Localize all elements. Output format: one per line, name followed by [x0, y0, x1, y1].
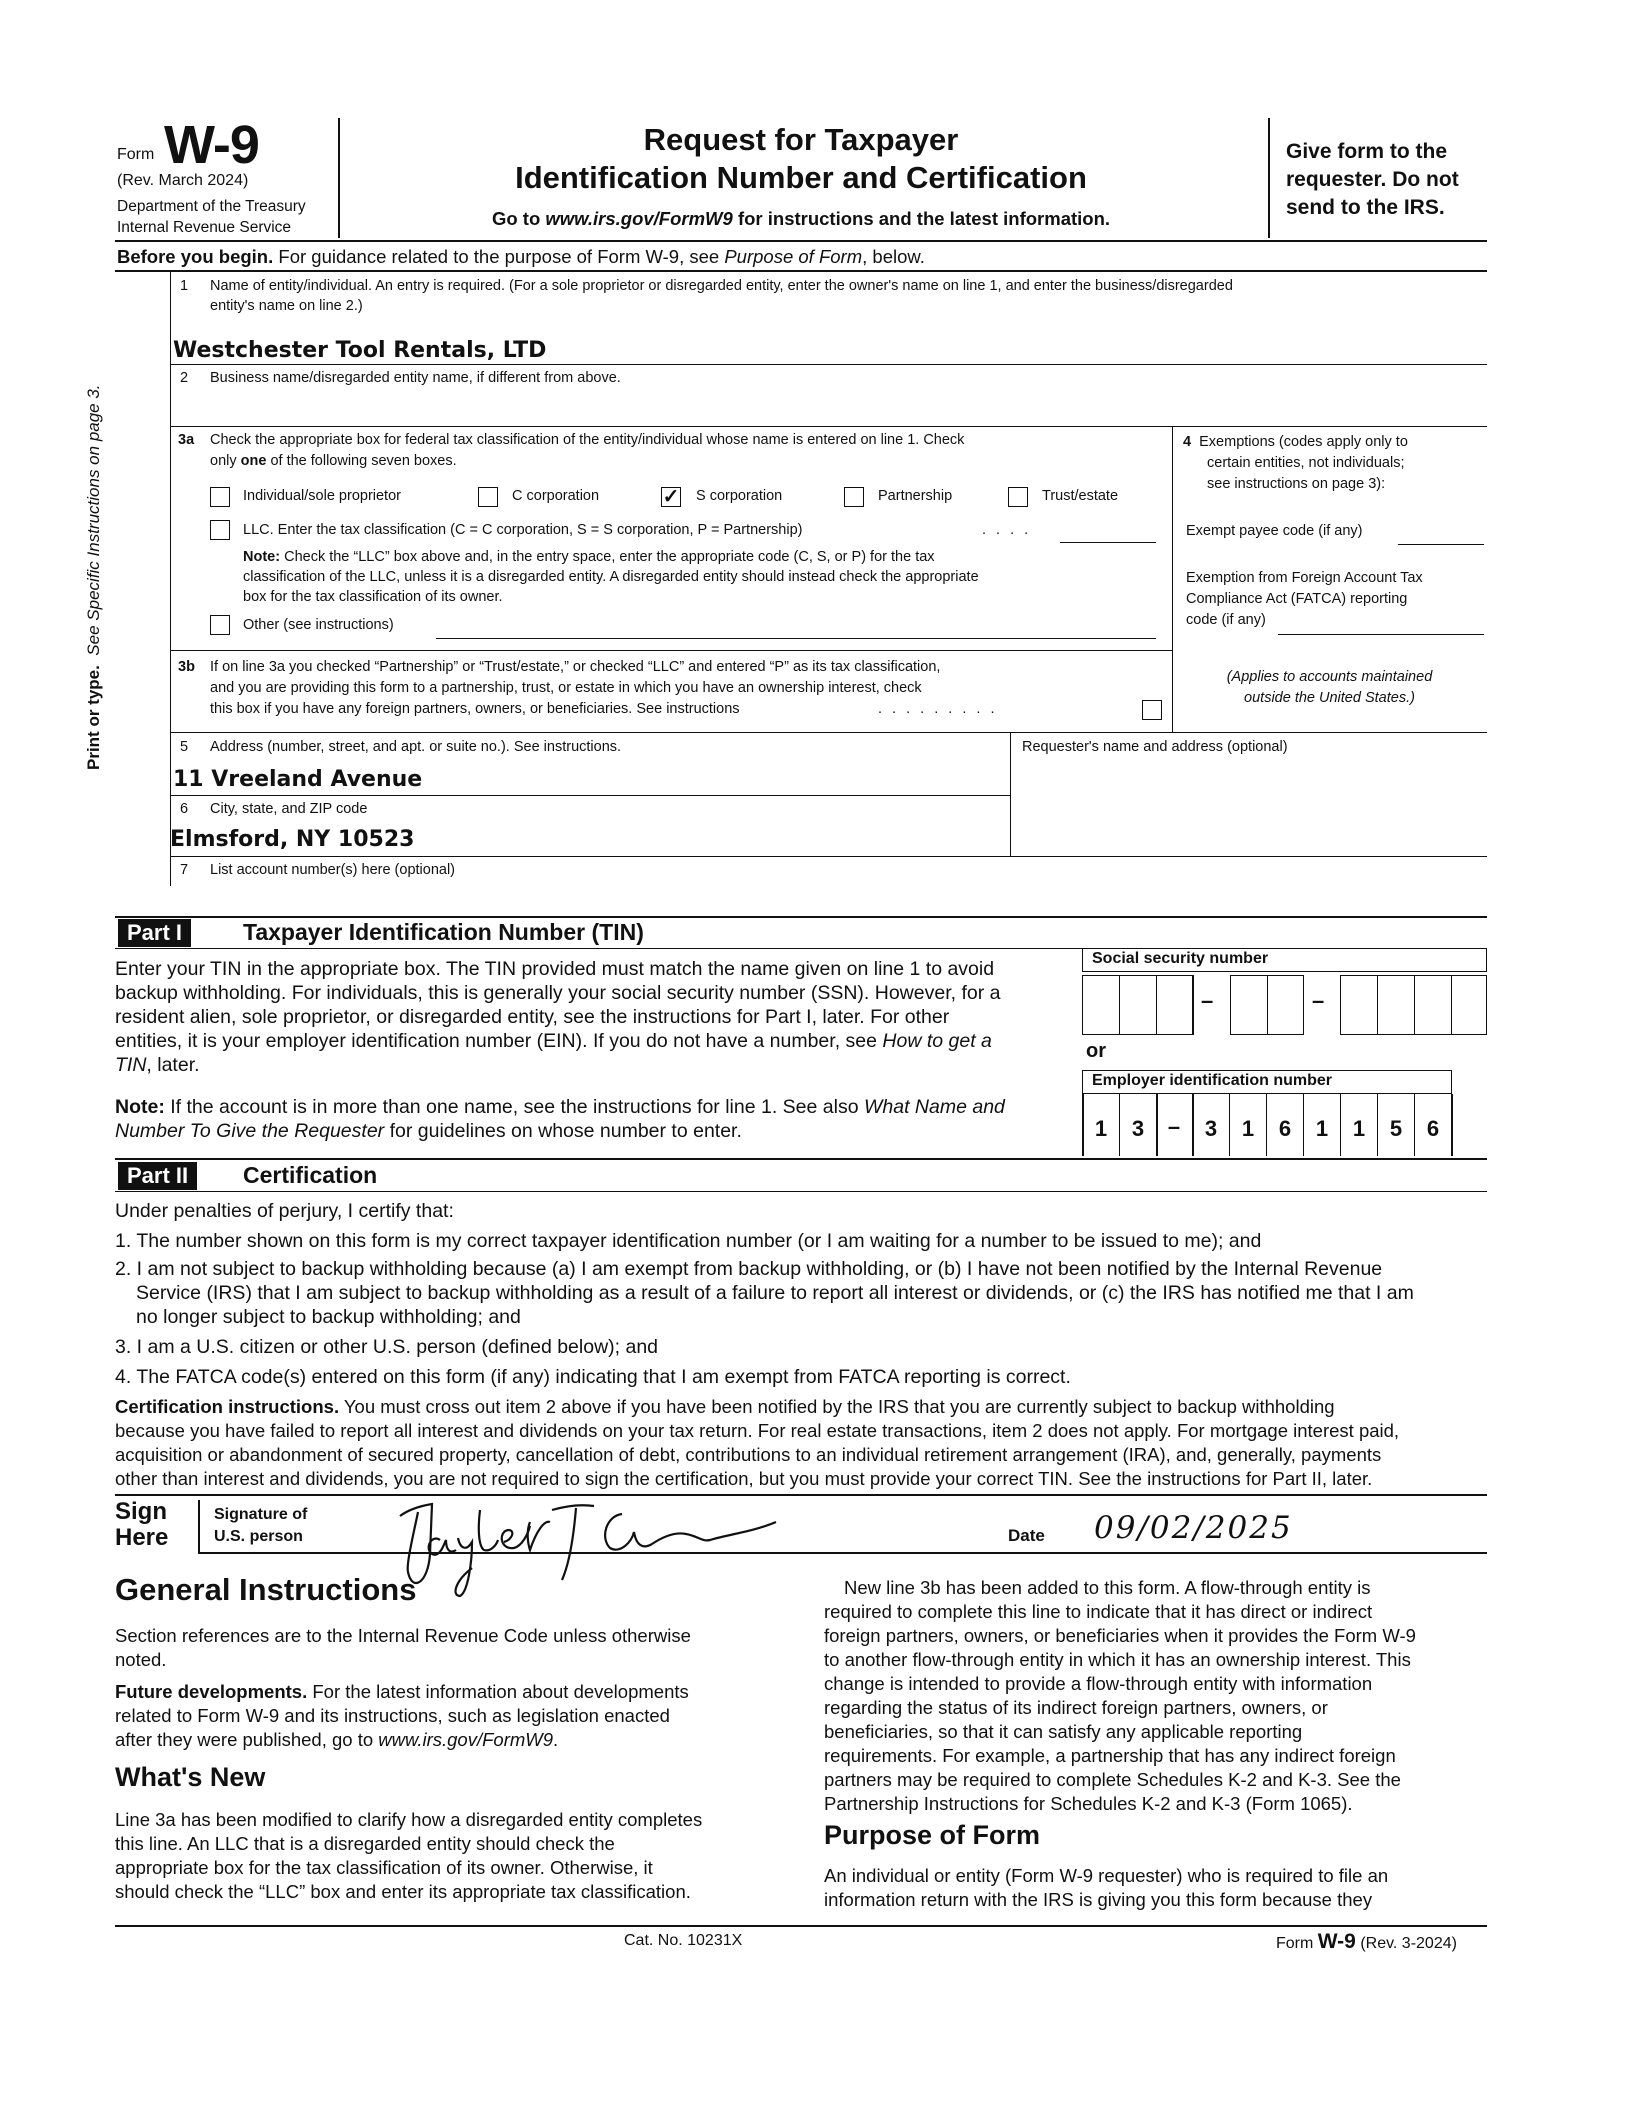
- line-3b-info-4: to another flow-through entity in which it has an ownership interest. This: [824, 1649, 1411, 1670]
- cert-item-3: 3. I am a U.S. citizen or other U.S. person (defined below); and: [115, 1336, 659, 1358]
- date-label: Date: [1008, 1526, 1045, 1545]
- checkbox-partnership[interactable]: [844, 487, 864, 507]
- tin-note-2: Number To Give the Requester for guidelines on whose number to enter.: [115, 1120, 742, 1142]
- ein-digit-5[interactable]: 6: [1278, 1116, 1292, 1141]
- fatca-label-1: Exemption from Foreign Account Tax: [1186, 570, 1423, 586]
- cert-item-2a: 2. I am not subject to backup withholding because (a) I am exempt from backup withholding, or (b) I have not been notified by the Internal Revenue: [115, 1258, 1383, 1280]
- cert-intro: Under penalties of perjury, I certify that:: [115, 1200, 454, 1222]
- checkbox-other[interactable]: [210, 615, 230, 635]
- signature-label-1: Signature of: [214, 1506, 308, 1523]
- part-1-title: Taxpayer Identification Number (TIN): [243, 919, 644, 945]
- line-3a-label-cont: only one of the following seven boxes.: [210, 453, 457, 469]
- agency: Internal Revenue Service: [117, 219, 292, 236]
- whats-new-heading: What's New: [115, 1762, 266, 1792]
- ein-digit-2[interactable]: 3: [1131, 1116, 1145, 1141]
- ssn-part-1[interactable]: [1082, 975, 1192, 1035]
- footer-form: Form W-9 (Rev. 3-2024): [1276, 1930, 1457, 1953]
- requester-label: Requester's name and address (optional): [1022, 739, 1288, 755]
- tin-text-2: backup withholding. For individuals, this is generally your social security number (SSN). However, for a: [115, 982, 1001, 1004]
- line-3b-info-3: foreign partners, owners, or beneficiaries when it provides the Form W-9: [824, 1625, 1416, 1646]
- exemptions-l3: see instructions on page 3):: [1207, 476, 1386, 492]
- llc-label: LLC. Enter the tax classification (C = C corporation, S = S corporation, P = Partnership): [243, 522, 803, 538]
- address-field[interactable]: 11 Vreeland Avenue: [173, 767, 423, 792]
- line-3b-dots: . . . . . . . . .: [878, 701, 998, 717]
- cert-item-4: 4. The FATCA code(s) entered on this form (if any) indicating that I am exempt from FATCA reporting is correct.: [115, 1366, 1071, 1388]
- ein-digit-3[interactable]: 3: [1204, 1116, 1218, 1141]
- cert-instructions-4: other than interest and dividends, you are not required to sign the certification, but you must provide your correct TIN. See the instructions for Part II, later.: [115, 1468, 1373, 1489]
- line-3b-info-6: regarding the status of its indirect foreign partners, owners, or: [824, 1697, 1328, 1718]
- part-2-label: Part II: [118, 1162, 197, 1190]
- cert-instructions-1: Certification instructions. You must cross out item 2 above if you have been notified by the IRS that you are currently subject to backup withholding: [115, 1396, 1335, 1417]
- line-2-label: Business name/disregarded entity name, if different from above.: [210, 370, 621, 386]
- ein-digit-7[interactable]: 1: [1352, 1116, 1366, 1141]
- entity-name-field[interactable]: Westchester Tool Rentals, LTD: [173, 338, 547, 363]
- exempt-payee-field[interactable]: [1398, 522, 1484, 545]
- title-line-1: Request for Taxpayer: [643, 122, 959, 157]
- llc-dots: . . . .: [982, 522, 1032, 538]
- requester-field[interactable]: [1016, 762, 1482, 852]
- exempt-payee-label: Exempt payee code (if any): [1186, 523, 1363, 539]
- cert-item-2c: no longer subject to backup withholding; and: [136, 1306, 521, 1328]
- signature-label-2: U.S. person: [214, 1528, 303, 1545]
- fatca-note-2: outside the United States.): [1244, 690, 1415, 706]
- general-instructions-heading: General Instructions: [115, 1572, 417, 1607]
- form-word: Form: [117, 146, 155, 163]
- tin-text-3: resident alien, sole proprietor, or disregarded entity, see the instructions for Part I, later. For other: [115, 1006, 950, 1028]
- checkbox-c-corporation[interactable]: [478, 487, 498, 507]
- option-trust-label: Trust/estate: [1042, 488, 1119, 504]
- department: Department of the Treasury: [117, 198, 306, 215]
- line-3b-l2: and you are providing this form to a partnership, trust, or estate in which you have an ownership interest, check: [210, 680, 922, 696]
- whats-new-1: Line 3a has been modified to clarify how a disregarded entity completes: [115, 1809, 703, 1830]
- ein-dash: –: [1167, 1114, 1181, 1139]
- give-form-3: send to the IRS.: [1286, 196, 1445, 219]
- or-label: or: [1086, 1040, 1106, 1062]
- future-dev-2: related to Form W-9 and its instructions, such as legislation enacted: [115, 1705, 670, 1726]
- checkbox-individual[interactable]: [210, 487, 230, 507]
- title-line-2: Identification Number and Certification: [515, 160, 1087, 195]
- whats-new-3: appropriate box for the tax classification of its owner. Otherwise, it: [115, 1857, 653, 1878]
- future-dev-3: after they were published, go to www.irs.gov/FormW9.: [115, 1729, 559, 1750]
- option-partnership-label: Partnership: [878, 488, 953, 504]
- ein-digit-9[interactable]: 6: [1426, 1116, 1440, 1141]
- llc-classification-field[interactable]: [1060, 520, 1156, 543]
- exemptions-l2: certain entities, not individuals;: [1207, 455, 1405, 471]
- checkbox-llc[interactable]: [210, 520, 230, 540]
- line-5-label: Address (number, street, and apt. or suite no.). See instructions.: [210, 739, 622, 755]
- give-form-2: requester. Do not: [1286, 168, 1459, 191]
- line-1-number: 1: [180, 278, 189, 294]
- line-3b-l3: this box if you have any foreign partners, owners, or beneficiaries. See instructions: [210, 701, 740, 717]
- line-7-label: List account number(s) here (optional): [210, 862, 456, 878]
- whats-new-4: should check the “LLC” box and enter its appropriate tax classification.: [115, 1881, 691, 1902]
- cert-item-2b: Service (IRS) that I am subject to backup withholding as a result of a failure to report all interest or dividends, or (c) the IRS has notified me that I am: [136, 1282, 1414, 1304]
- line-1-label: Name of entity/individual. An entry is required. (For a sole proprietor or disregarded entity, enter the owner's name on line 1, and enter the business/disregarded: [210, 278, 1233, 294]
- city-state-zip-field[interactable]: Elmsford, NY 10523: [170, 827, 415, 852]
- signature-image[interactable]: [380, 1492, 830, 1602]
- line-3b-info-8: requirements. For example, a partnership that has any indirect foreign: [824, 1745, 1396, 1766]
- ein-digit-4[interactable]: 1: [1241, 1116, 1255, 1141]
- line-3a-number: 3a: [178, 432, 195, 448]
- side-label: Print or type. See Specific Instructions on page 3.: [84, 384, 103, 770]
- ein-digit-8[interactable]: 5: [1389, 1116, 1403, 1141]
- line-7-number: 7: [180, 862, 189, 878]
- exemptions-heading: 4 Exemptions (codes apply only to: [1183, 434, 1408, 450]
- line-2-number: 2: [180, 370, 189, 386]
- line-3a-label: Check the appropriate box for federal tax classification of the entity/individual whose name is entered on line 1. Check: [210, 432, 965, 448]
- catalog-number: Cat. No. 10231X: [624, 1932, 743, 1949]
- future-dev-1: Future developments. For the latest information about developments: [115, 1681, 689, 1702]
- llc-note-1: Note: Check the “LLC” box above and, in the entry space, enter the appropriate code (C, S, or P) for the tax: [243, 549, 935, 565]
- tin-text-4: entities, it is your employer identification number (EIN). If you do not have a number, see How to get a: [115, 1030, 992, 1052]
- llc-note-3: box for the tax classification of its owner.: [243, 589, 503, 605]
- purpose-1: An individual or entity (Form W-9 requester) who is required to file an: [824, 1865, 1389, 1886]
- ssn-dash-2: –: [1312, 988, 1325, 1013]
- sign-label: Sign: [115, 1498, 167, 1525]
- business-name-field[interactable]: [173, 392, 1473, 422]
- line-3b-info-2: required to complete this line to indicate that it has direct or indirect: [824, 1601, 1373, 1622]
- line-6-label: City, state, and ZIP code: [210, 801, 368, 817]
- tin-text-1: Enter your TIN in the appropriate box. The TIN provided must match the name given on line 1 to avoid: [115, 958, 995, 980]
- cert-instructions-2: because you have failed to report all interest and dividends on your tax return. For real estate transactions, item 2 does not apply. For mortgage interest paid,: [115, 1420, 1400, 1441]
- purpose-heading: Purpose of Form: [824, 1820, 1041, 1850]
- cert-item-1: 1. The number shown on this form is my correct taxpayer identification number (or I am waiting for a number to be issued to me); and: [115, 1230, 1262, 1252]
- fatca-label-3: code (if any): [1186, 612, 1266, 628]
- fatca-code-field[interactable]: [1278, 612, 1484, 635]
- line-6-number: 6: [180, 801, 189, 817]
- ssn-dash-1: –: [1201, 988, 1214, 1013]
- ein-digit-1[interactable]: 1: [1094, 1116, 1108, 1141]
- line-3b-l1: If on line 3a you checked “Partnership” or “Trust/estate,” or checked “LLC” and entered “P” as its tax classification,: [210, 659, 941, 675]
- instructions-link-line: Go to www.irs.gov/FormW9 for instructions and the latest information.: [491, 208, 1111, 229]
- fatca-label-2: Compliance Act (FATCA) reporting: [1186, 591, 1408, 607]
- line-5-number: 5: [180, 739, 189, 755]
- option-individual-label: Individual/sole proprietor: [243, 488, 401, 504]
- form-name: W-9: [164, 115, 259, 175]
- give-form-1: Give form to the: [1286, 140, 1448, 163]
- date-field[interactable]: 09/02/2025: [1094, 1510, 1293, 1546]
- here-label: Here: [115, 1524, 169, 1551]
- irs-url[interactable]: www.irs.gov/FormW9: [545, 208, 733, 229]
- line-3b-info-1: New line 3b has been added to this form. A flow-through entity is: [844, 1577, 1371, 1598]
- line-1-label-cont: entity's name on line 2.): [210, 298, 363, 314]
- line-3b-info-10: Partnership Instructions for Schedules K-2 and K-3 (Form 1065).: [824, 1793, 1353, 1814]
- llc-note-2: classification of the LLC, unless it is a disregarded entity. A disregarded entity should instead check the appropriate: [243, 569, 979, 585]
- account-numbers-field[interactable]: [173, 880, 1473, 910]
- checkbox-trust-estate[interactable]: [1008, 487, 1028, 507]
- checkbox-s-corporation[interactable]: ✓: [662, 486, 680, 508]
- part-2-title: Certification: [243, 1162, 378, 1188]
- line-3b-info-9: partners may be required to complete Schedules K-2 and K-3. See the: [824, 1769, 1401, 1790]
- line-3b-info-5: change is intended to provide a flow-through entity with information: [824, 1673, 1373, 1694]
- other-field[interactable]: [436, 616, 1156, 639]
- section-ref-2: noted.: [115, 1649, 167, 1670]
- option-c-corp-label: C corporation: [512, 488, 600, 504]
- whats-new-2: this line. An LLC that is a disregarded entity should check the: [115, 1833, 615, 1854]
- revision: (Rev. March 2024): [117, 172, 249, 189]
- line-3b-info-7: beneficiaries, so that it can satisfy any applicable reporting: [824, 1721, 1303, 1742]
- checkbox-foreign-partners[interactable]: [1142, 700, 1162, 720]
- cert-instructions-3: acquisition or abandonment of secured property, cancellation of debt, contributions to an individual retirement arrangement (IRA), and, generally, payments: [115, 1444, 1382, 1465]
- part-1-label: Part I: [118, 919, 191, 947]
- ssn-label: Social security number: [1092, 950, 1269, 967]
- fatca-note-1: (Applies to accounts maintained: [1226, 669, 1433, 685]
- option-s-corp-label: S corporation: [696, 488, 783, 504]
- ein-label: Employer identification number: [1092, 1072, 1333, 1089]
- section-ref-1: Section references are to the Internal Revenue Code unless otherwise: [115, 1625, 691, 1646]
- purpose-2: information return with the IRS is giving you this form because they: [824, 1889, 1373, 1910]
- line-3b-number: 3b: [178, 659, 195, 675]
- ein-digit-6[interactable]: 1: [1315, 1116, 1329, 1141]
- tin-text-5: TIN, later.: [115, 1054, 200, 1076]
- other-label: Other (see instructions): [243, 617, 394, 633]
- tin-note-1: Note: If the account is in more than one name, see the instructions for line 1. See also What Name and: [115, 1096, 1005, 1118]
- before-you-begin: Before you begin. For guidance related to the purpose of Form W-9, see Purpose of Form, below.: [117, 246, 925, 267]
